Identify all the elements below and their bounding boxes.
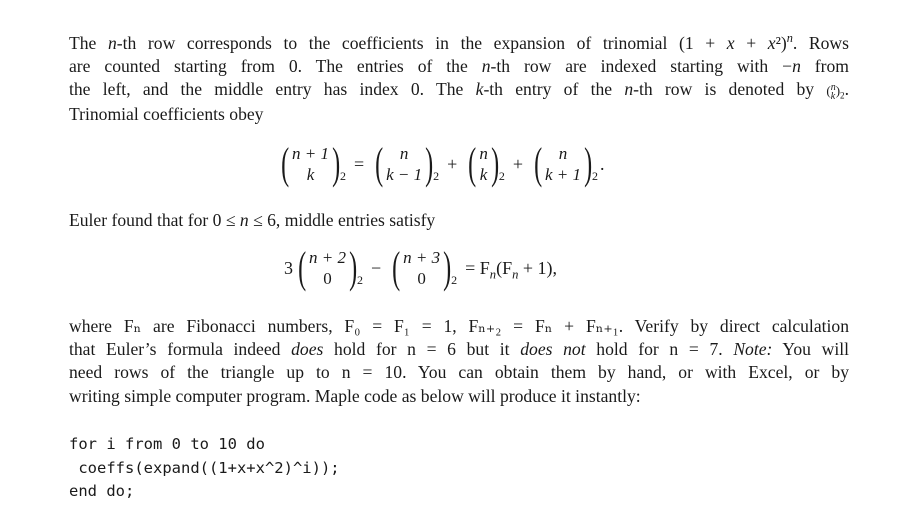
para3-line3: need rows of the triangle up to n = 10. You can obtain them by hand, or with Excel, or by: [69, 362, 849, 383]
code-line-3: end do;: [69, 482, 135, 500]
inline-binom: ( n k )$_2$: [826, 82, 845, 103]
binom-term3: ( n k + 1 ) 2: [534, 139, 599, 188]
trinomial-recurrence-equation: ( n + 1 k ) 2 = ( n k − 1 ) 2 + ( n k ) 2 + ( n k + 1 ) 2 .: [276, 142, 605, 186]
para1-line2: are counted starting from 0. The entries of the n-th row are indexed starting with −n from: [69, 56, 849, 77]
para3-line1: where Fₙ are Fibonacci numbers, F₀ = F₁ = 1, Fₙ₊₂ = Fₙ + Fₙ₊₁. Verify by direct calculation: [69, 316, 849, 336]
para1-line1: The n-th row corresponds to the coefficients in the expansion of trinomial $(1 + x + x^2)^n$. Rows: [69, 31, 849, 53]
paragraph-euler: Euler found that for 0 ≤ n ≤ 6, middle entries satisfy: [69, 210, 436, 230]
binom-euler-2: ( n + 3 0 ) 2: [392, 243, 458, 292]
para1-line4: Trinomial coefficients obey: [69, 103, 264, 124]
para3-line2: that Euler’s formula indeed does hold for n = 6 but it does not hold for n = 7. Note: You will: [69, 339, 849, 360]
para1-line3: the left, and the middle entry has index 0. The k-th entry of the n-th row is denoted by ( n k )$_2$.: [69, 79, 849, 103]
binom-euler-1: ( n + 2 0 ) 2: [298, 243, 363, 292]
maple-code-block: [69, 433, 340, 504]
paragraph-fibonacci: [69, 315, 849, 408]
code-line-2: coeffs(expand((1+x+x^2)^i));: [69, 458, 340, 477]
paragraph-intro: [69, 32, 849, 126]
binom-term1: ( n k − 1 ) 2: [375, 139, 440, 188]
binom-lhs: ( n + 1 k ) 2: [281, 139, 346, 188]
para3-line4: writing simple computer program. Maple code as below will produce it instantly:: [69, 385, 641, 406]
code-line-1: for i from 0 to 10 do: [69, 435, 265, 453]
binom-term2: ( n k ) 2: [468, 139, 505, 188]
euler-middle-entry-equation: 3 ( n + 2 0 ) 2 − ( n + 3 0 ) 2 = $F_n(F_n + 1)$,: [284, 243, 558, 292]
